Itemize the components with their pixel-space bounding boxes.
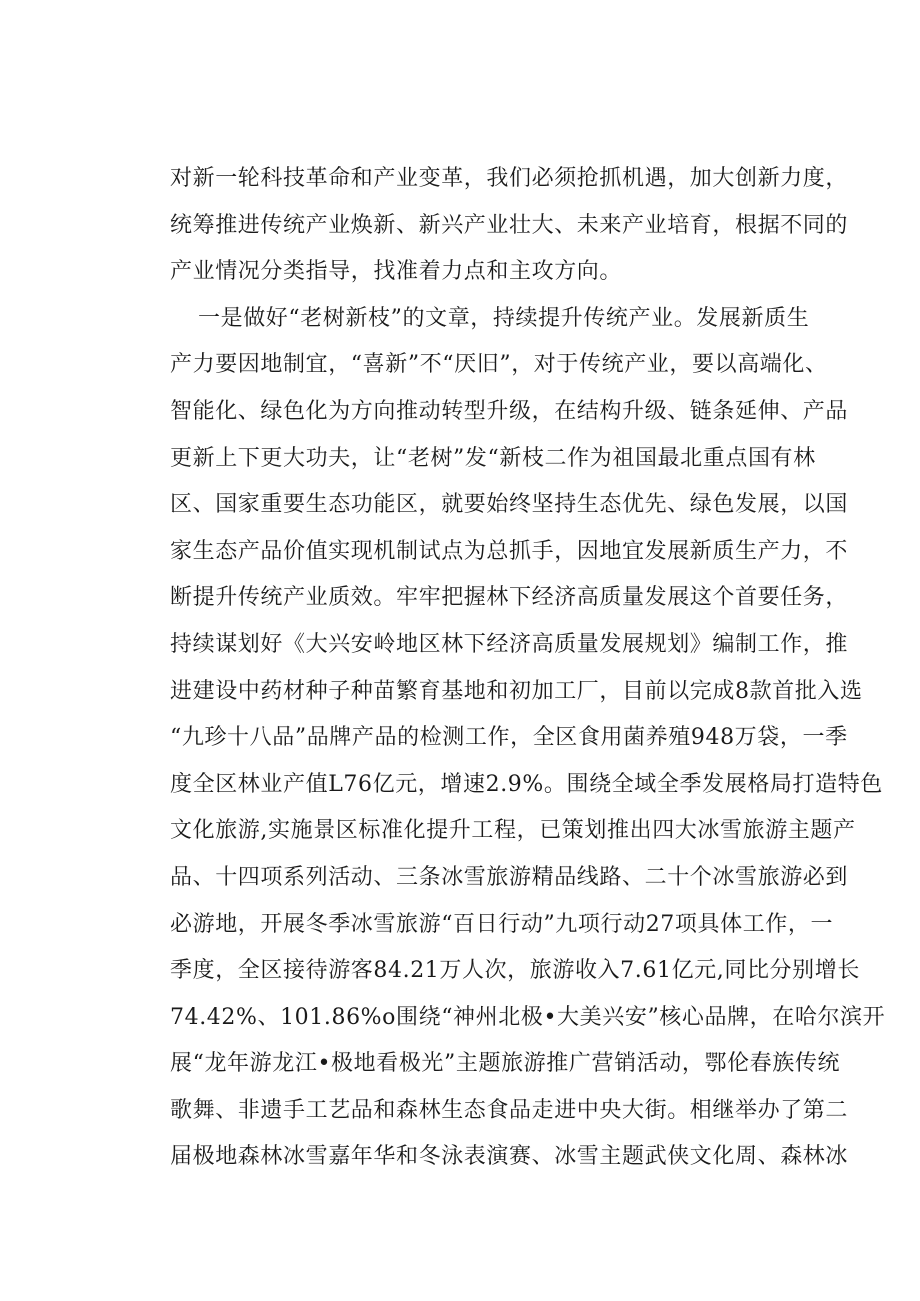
text-line: 必游地，开展冬季冰雪旅游“百日行动”九项行动27项具体工作，一: [170, 911, 834, 937]
text-line: 智能化、绿色化为方向推动转型升级，在结构升级、链条延伸、产品: [170, 398, 849, 424]
text-line: 断提升传统产业质效。牢牢把握林下经济高质量发展这个首要任务，: [170, 585, 849, 611]
text-line: 区、国家重要生态功能区，就要始终坚持生态优先、绿色发展，以国: [170, 492, 849, 518]
text-line: 持续谋划好《大兴安岭地区林下经济高质量发展规划》编制工作，推: [170, 631, 849, 657]
text-line: 季度，全区接待游客84.21万人次，旅游收入7.61亿元,同比分别增长: [170, 958, 860, 984]
text-line: 产力要因地制宜，“喜新”不“厌旧”，对于传统产业，要以高端化、: [170, 352, 828, 378]
paragraph-first-line: 一是做好“老树新枝”的文章，持续提升传统产业。发展新质生: [198, 305, 810, 331]
text-line: 品、十四项系列活动、三条冰雪旅游精品线路、二十个冰雪旅游必到: [170, 864, 849, 890]
text-line: 对新一轮科技革命和产业变革，我们必须抢抓机遇，加大创新力度，: [170, 166, 849, 191]
text-line: 文化旅游,实施景区标准化提升工程，已策划推出四大冰雪旅游主题产: [170, 818, 856, 844]
text-line: 进建设中药材种子种苗繁育基地和初加工厂，目前以完成8款首批入选: [170, 678, 863, 704]
body-text: [170, 156, 886, 1181]
text-line: 74.42%、101.86%o围绕“神州北极•大美兴安”核心品牌，在哈尔滨开: [170, 1004, 886, 1030]
text-line: 更新上下更大功夫，让“老树”发“新枝二作为祖国最北重点国有林: [170, 445, 816, 471]
text-line: 产业情况分类指导，找准着力点和主攻方向。: [170, 259, 623, 285]
text-line: 家生态产品价值实现机制试点为总抓手，因地宜发展新质生产力，不: [170, 538, 849, 564]
text-line: 歌舞、非遗手工艺品和森林生态食品走进中央大街。相继举办了第二: [170, 1097, 849, 1123]
text-line: 统筹推进传统产业焕新、新兴产业壮大、未来产业培育，根据不同的: [170, 212, 849, 238]
text-line: 届极地森林冰雪嘉年华和冬泳表演赛、冰雪主题武侠文化周、森林冰: [170, 1144, 849, 1170]
text-line: “九珍十八品”品牌产品的检测工作，全区食用菌养殖948万袋，一季: [170, 725, 848, 751]
text-line: 展“龙年游龙江•极地看极光”主题旅游推广营销活动，鄂伦春族传统: [170, 1051, 841, 1077]
text-line: 度全区林业产值L76亿元，增速2.9%。围绕全域全季发展格局打造特色: [170, 771, 883, 797]
